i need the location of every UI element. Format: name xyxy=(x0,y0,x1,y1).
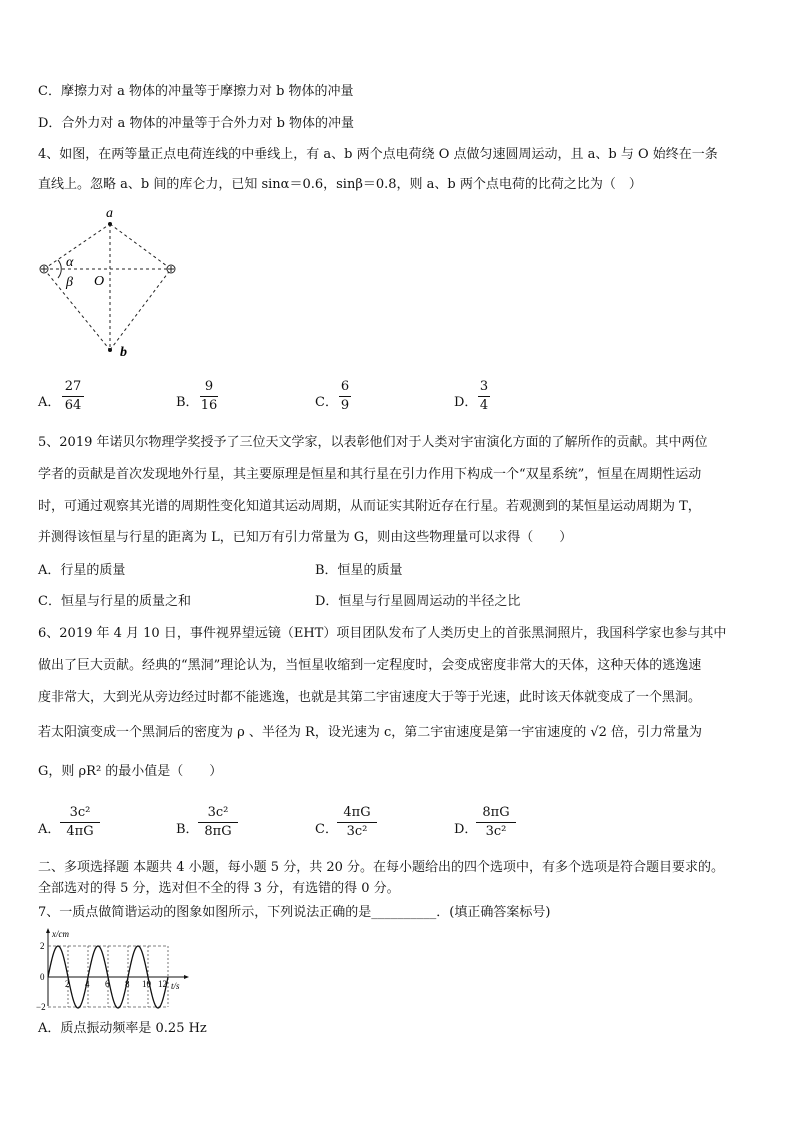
q6-stem-line5: G，则 ρR² 的最小值是（ ） xyxy=(38,764,223,779)
q5-option-a[interactable]: A．行星的质量 xyxy=(38,563,126,578)
label-b: b xyxy=(120,345,127,360)
q6-stem-line2: 做出了巨大贡献。经典的“黑洞”理论认为，当恒星收缩到一定程度时，会变成密度非常大的天体，这种天体的逃逸速 xyxy=(38,658,702,673)
q7-ytick-neg2: −2 xyxy=(36,1002,46,1012)
q7-ylabel: x/cm xyxy=(52,929,69,939)
q5-stem-line3: 时，可通过观察其光谱的周期性变化知道其运动周期，从而证实其附近存在行星。若观测到的某恒星运动周期为 T， xyxy=(38,499,701,514)
charge-a xyxy=(108,222,112,226)
q5-stem-line1: 5、2019 年诺贝尔物理学奖授予了三位天文学家，以表彰他们对于人类对宇宙演化方面的了解所作的贡献。其中两位 xyxy=(38,435,708,450)
q4-stem-line1: 4、如图，在两等量正点电荷连线的中垂线上，有 a、b 两个点电荷绕 O 点做匀速圆周运动，且 a、b 与 O 始终在一条 xyxy=(38,147,718,162)
q7-ytick-0: 0 xyxy=(40,972,45,982)
section2-line2: 全部选对的得 5 分，选对但不全的得 3 分，有选错的得 0 分。 xyxy=(38,881,400,896)
q7-xtick-10: 10 xyxy=(142,979,151,989)
q7-stem: 7、一质点做简谐运动的图象如图所示，下列说法正确的是__________．(填正确答案标号) xyxy=(38,905,551,920)
q7-xtick-6: 6 xyxy=(105,979,110,989)
q5-option-d[interactable]: D．恒星与行星圆周运动的半径之比 xyxy=(315,594,521,609)
q4-figure xyxy=(36,204,186,360)
label-alpha: α xyxy=(66,255,74,270)
q7-ytick-2: 2 xyxy=(40,941,45,951)
q5-stem-line4: 并测得该恒星与行星的距离为 L，已知万有引力常量为 G，则由这些物理量可以求得（ ） xyxy=(38,530,573,545)
label-a: a xyxy=(106,206,113,221)
q7-xtick-8: 8 xyxy=(125,979,130,989)
q7-xlabel: t/s xyxy=(171,981,180,991)
prev-option-c: C．摩擦力对 a 物体的冲量等于摩擦力对 b 物体的冲量 xyxy=(38,84,354,99)
label-o: O xyxy=(94,274,105,289)
q6-stem-line3: 度非常大，大到光从旁边经过时都不能逃逸，也就是其第二宇宙速度大于等于光速，此时该天体就变成了一个黑洞。 xyxy=(38,690,702,705)
charge-b xyxy=(108,348,112,352)
q7-xtick-2: 2 xyxy=(65,979,70,989)
q6-stem-line1: 6、2019 年 4 月 10 日，事件视界望远镜（EHT）项目团队发布了人类历史上的首张黑洞照片，我国科学家也参与其中 xyxy=(38,626,727,641)
label-beta: β xyxy=(66,275,73,290)
q7-option-a[interactable]: A．质点振动频率是 0.25 Hz xyxy=(38,1021,207,1036)
q7-xtick-4: 4 xyxy=(85,979,90,989)
q7-xtick-12: 12 xyxy=(158,979,167,989)
prev-option-d: D．合外力对 a 物体的冲量等于合外力对 b 物体的冲量 xyxy=(38,116,355,131)
q5-stem-line2: 学者的贡献是首次发现地外行星，其主要原理是恒星和其行星在引力作用下构成一个“双星系统”，恒星在周期性运动 xyxy=(38,467,702,482)
section2-line1: 二、多项选择题 本题共 4 小题，每小题 5 分，共 20 分。在每小题给出的四个选项中，有多个选项是符合题目要求的。 xyxy=(38,860,725,875)
q5-option-c[interactable]: C．恒星与行星的质量之和 xyxy=(38,594,191,609)
q7-graph xyxy=(36,926,196,1012)
q5-option-b[interactable]: B．恒星的质量 xyxy=(315,563,403,578)
q6-stem-line4: 若太阳演变成一个黑洞后的密度为 ρ 、半径为 R，设光速为 c，第二宇宙速度是第一宇宙速度的 √2 倍，引力常量为 xyxy=(38,725,703,740)
q4-stem-line2: 直线上。忽略 a、b 间的库仑力，已知 sinα＝0.6，sinβ＝0.8，则 a、b 两个点电荷的比荷之比为（ ） xyxy=(38,177,642,192)
